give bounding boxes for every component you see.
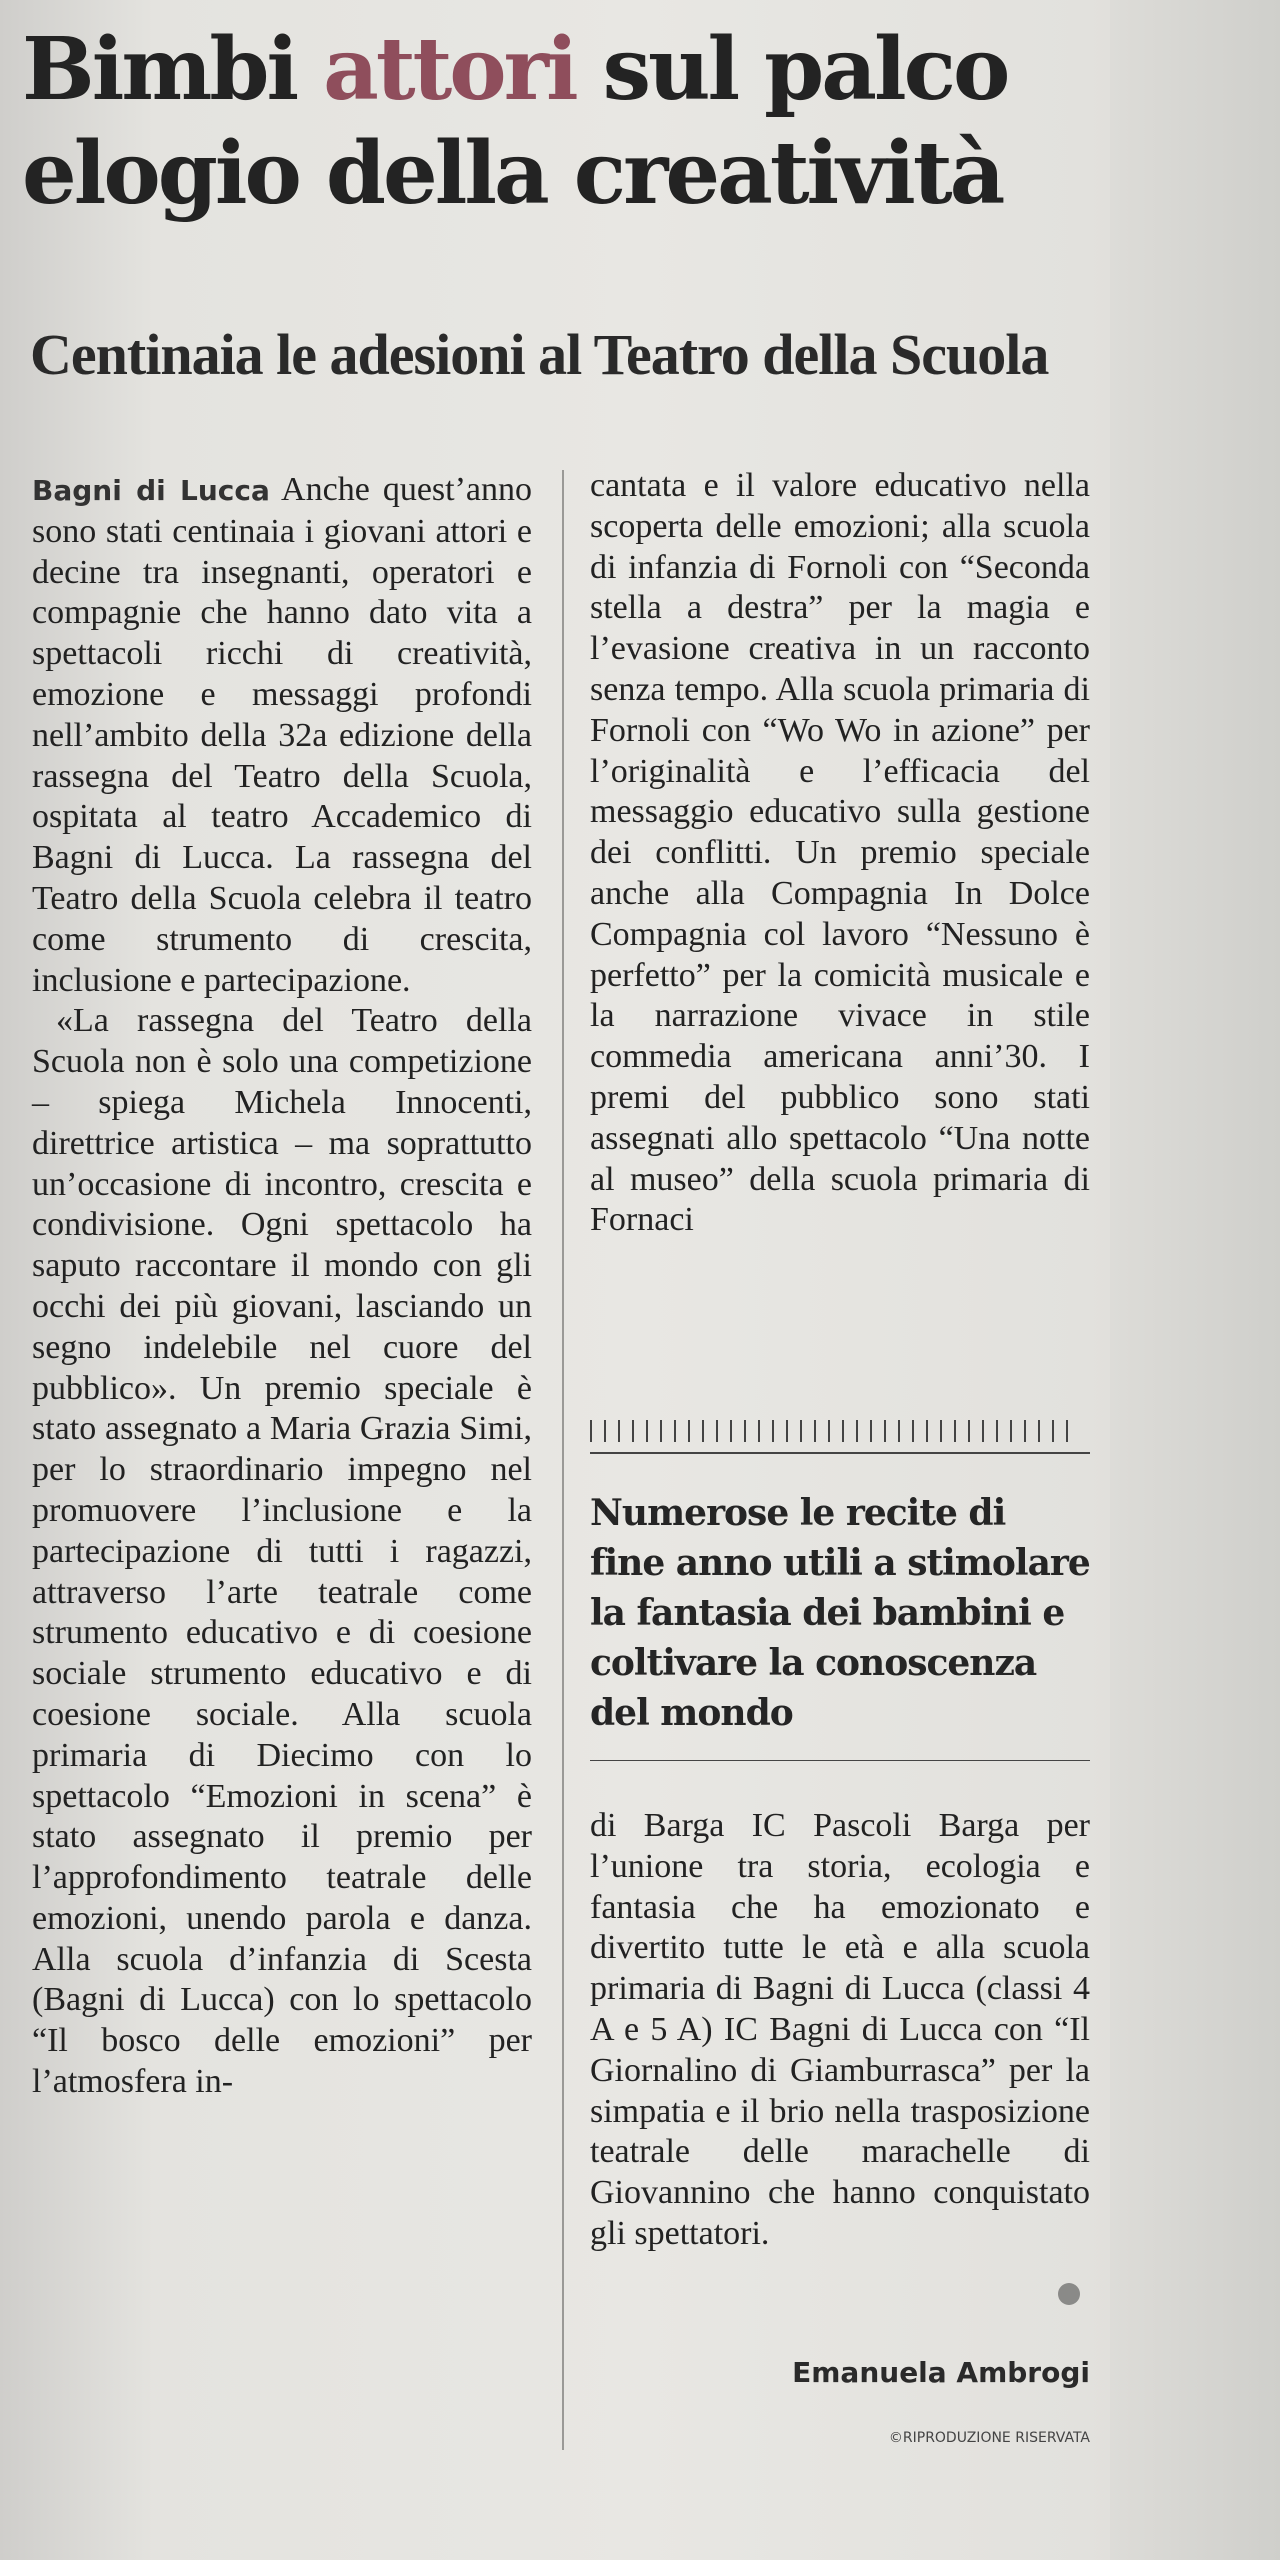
byline: Emanuela Ambrogi [792, 2356, 1090, 2389]
pullquote-bottom-rule [590, 1760, 1090, 1761]
article-column-left [32, 470, 532, 2103]
headline-accent-word: attori [323, 19, 576, 120]
article-paragraph-2: «La rassegna del Teatro della Scuola non è solo una competizione – spiega Michela Innocenti, direttrice artistica – ma soprattutto un’occasione di incontro, crescita e condivisione. Ogni spettacolo ha saputo raccontare il mondo con gli occhi dei più giovani, lasciando un segno indelebile nel cuore del pubblico». Un premio speciale è stato assegnato a Maria Grazia Simi, per lo straordinario impegno nel promuovere l’inclusione e la partecipazione di tutti i ragazzi, attraverso l’arte teatrale come strumento educativo e di coesione sociale strumento educativo e di coesione sociale. Alla scuola primaria di Diecimo con lo spettacolo “Emozioni in scena” è stato assegnato il premio per l’approfondimento teatrale delle emozioni, unendo parola e danza. Alla scuola d’infanzia di Scesta (Bagni di Lucca) con lo spettacolo “Il bosco delle emozioni” per l’atmosfera in- [32, 1002, 532, 2101]
end-mark-icon [1058, 2283, 1080, 2305]
article-column-right-top [590, 466, 1090, 1241]
subheadline: Centinaia le adesioni al Teatro della Scuola [30, 322, 1049, 387]
decorative-tick-rule [590, 1420, 1080, 1442]
article-paragraph-1 [32, 470, 532, 1001]
copyright-notice: ©RIPRODUZIONE RISERVATA [888, 2430, 1090, 2446]
headline-part-2: sul palco elogio della creatività [22, 19, 1008, 224]
article-paragraph-3: cantata e il valore educativo nella scoperta delle emozioni; alla scuola di infanzia di Fornoli con “Seconda stella a destra” per la magia e l’evasione creativa in un racconto senza tempo. Alla scuola primaria di Fornoli con “Wo Wo in azione” per l’originalità e l’efficacia del messaggio educativo sulla gestione dei conflitti. Un premio speciale anche alla Compagnia In Dolce Compagnia col lavoro “Nessuno è perfetto” per la comicità musicale e la narrazione vivace in stile commedia americana anni’30. I premi del pubblico sono stati assegnati allo spettacolo “Una notte al museo” della scuola primaria di Fornaci [590, 467, 1090, 1239]
pullquote: Numerose le recite di fine anno utili a stimolare la fantasia dei bambini e coltivare la conoscenza del mondo [590, 1492, 1090, 1734]
dateline: Bagni di Lucca [32, 474, 270, 507]
headline-part-1: Bimbi [22, 19, 324, 120]
pullquote-top-rule [590, 1452, 1090, 1454]
column-divider [562, 470, 564, 2450]
headline [22, 18, 1102, 226]
article-column-right-bottom [590, 1806, 1090, 2255]
article-paragraph-4: di Barga IC Pascoli Barga per l’unione tra storia, ecologia e fantasia che ha emozionato e divertito tutte le età e alla scuola primaria di Bagni di Lucca (classi 4 A e 5 A) IC Bagni di Lucca con “Il Giornalino di Giamburrasca” per la simpatia e il brio nella trasposizione teatrale delle marachelle di Giovannino che hanno conquistato gli spettatori. [590, 1807, 1090, 2252]
page-margin [1110, 0, 1280, 2560]
paragraph-1-text: Anche quest’anno sono stati centinaia i giovani attori e decine tra insegnanti, operatori e compagnie che hanno dato vita a spettacoli ricchi di creatività, emozione e messaggi profondi nell’ambito della 32a edizione della rassegna del Teatro della Scuola, ospitata al teatro Accademico di Bagni di Lucca. La rassegna del Teatro della Scuola celebra il teatro come strumento di crescita, inclusione e partecipazione. [32, 471, 533, 999]
